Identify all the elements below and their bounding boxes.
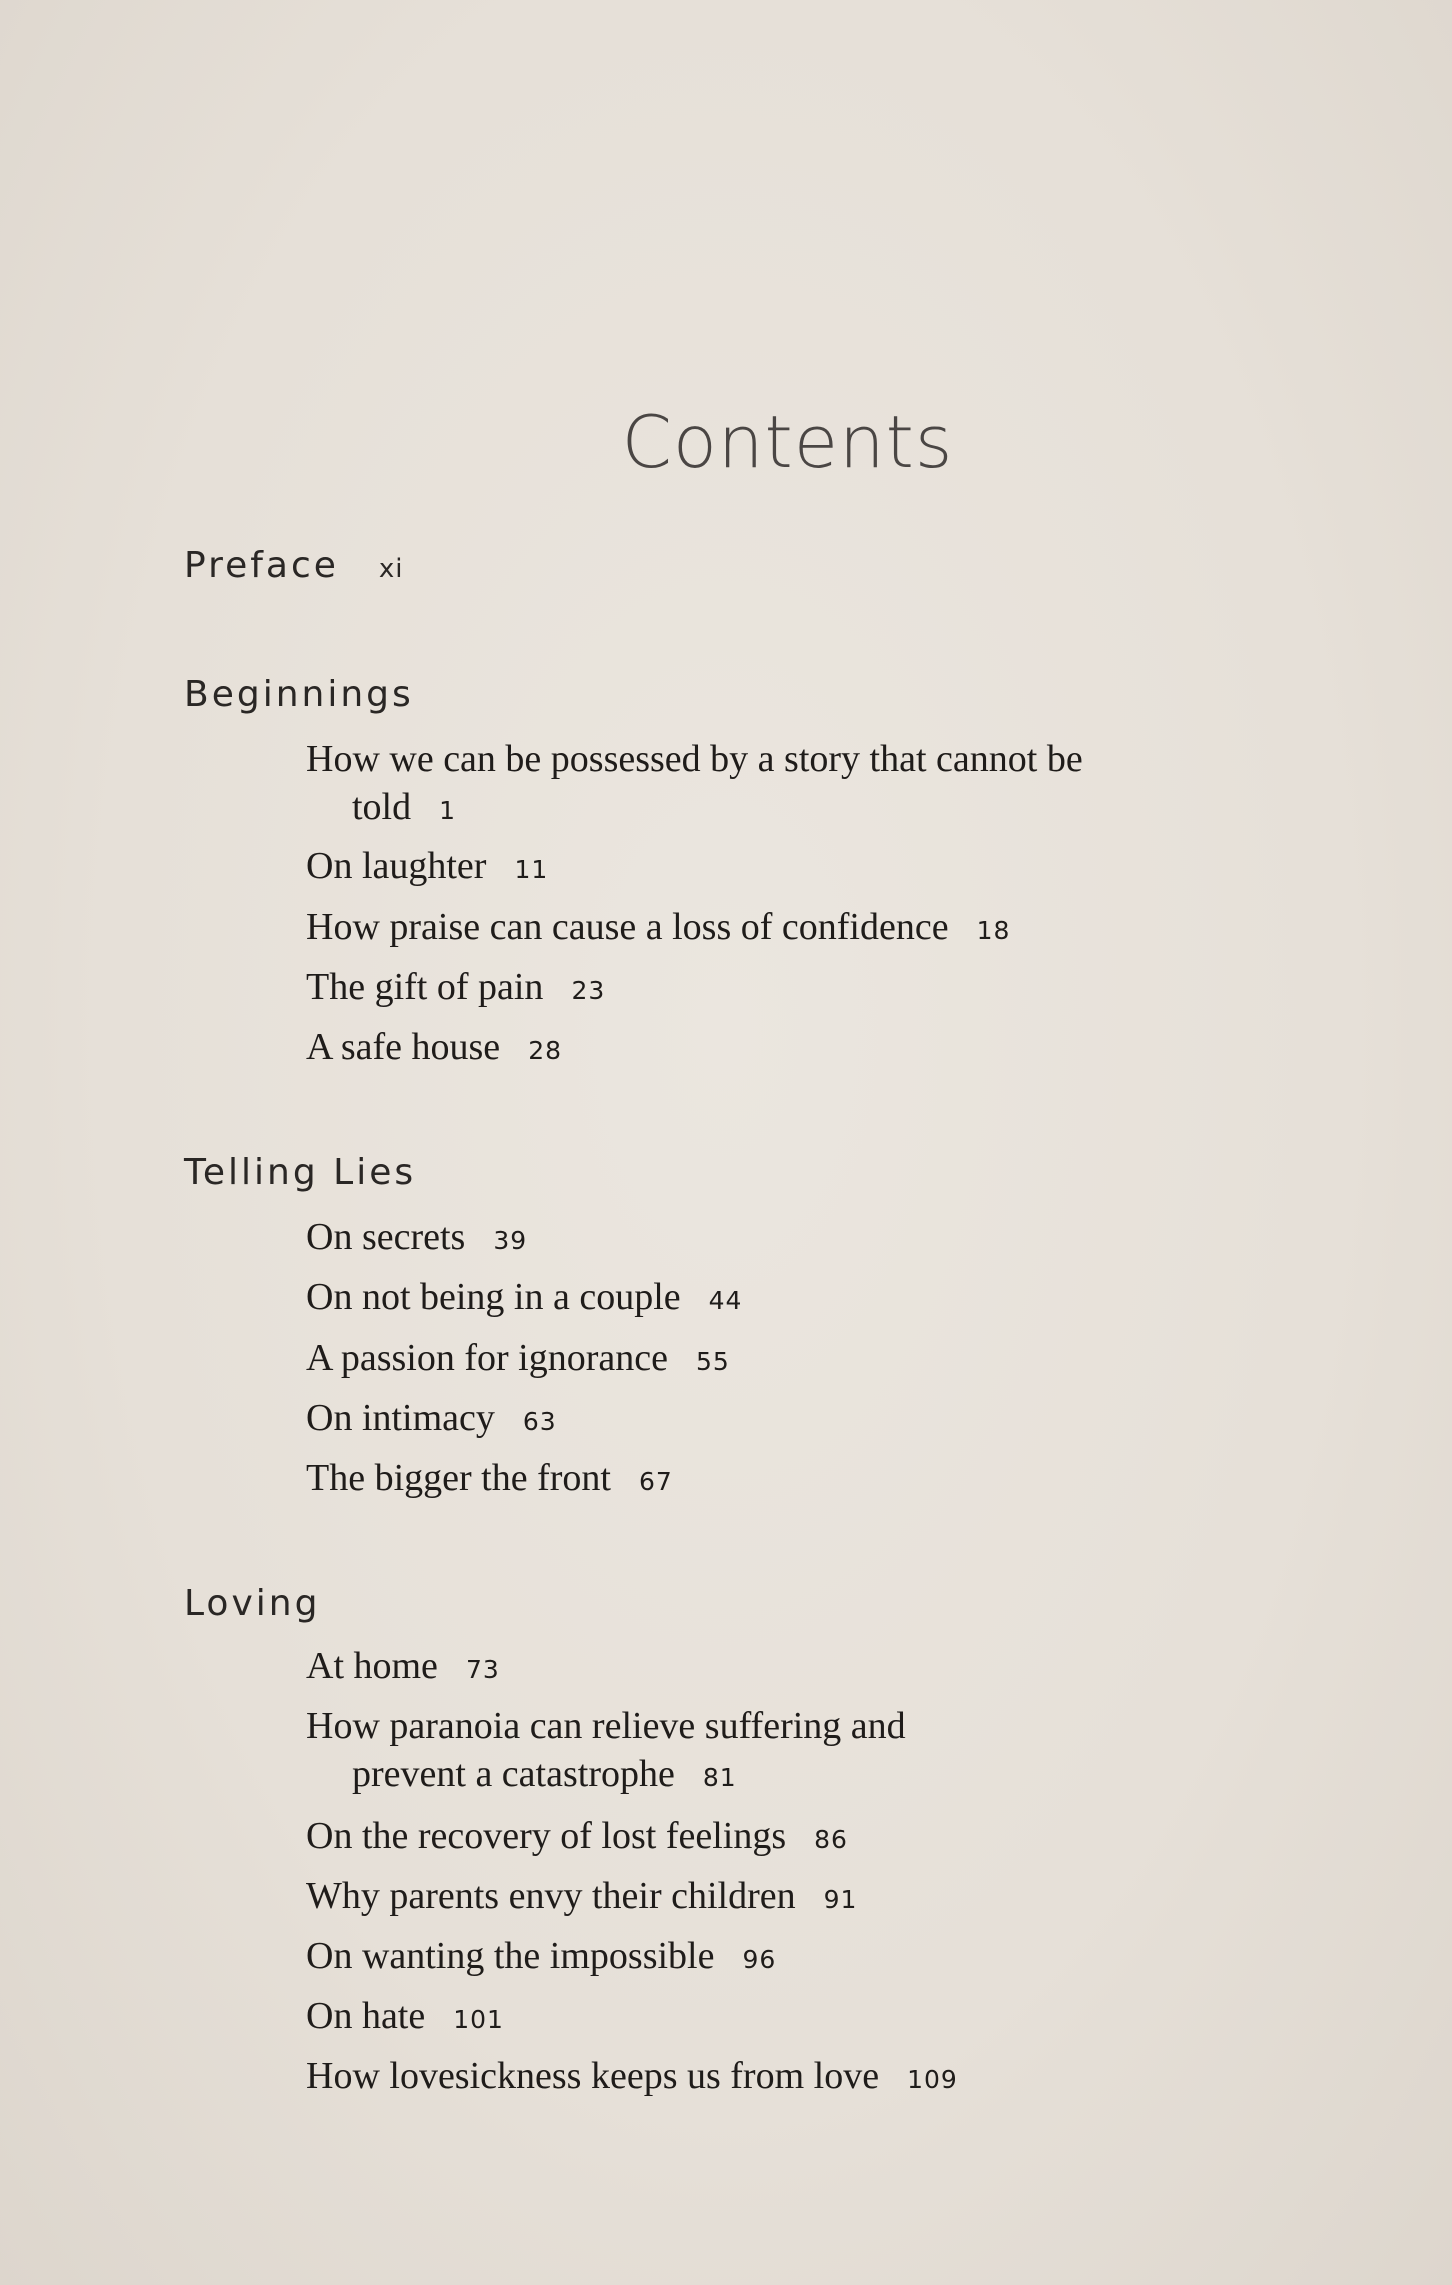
toc-entry-page-number: 73 <box>465 1655 500 1684</box>
toc-entry-page-number: 81 <box>702 1763 737 1792</box>
section-heading-telling-lies: Telling Lies <box>184 1152 417 1193</box>
toc-entry-title: The bigger the front <box>306 1457 611 1499</box>
toc-entry <box>306 1702 1286 1802</box>
section-heading-beginnings: Beginnings <box>184 674 414 715</box>
toc-entry-page-number: 18 <box>976 916 1011 945</box>
toc-entry-page-number: 44 <box>708 1286 743 1315</box>
toc-entry-page-number: 63 <box>522 1407 557 1436</box>
toc-entry-page-number: 86 <box>814 1825 848 1854</box>
toc-entry <box>306 963 1286 1015</box>
toc-entry-title: Why parents envy their children <box>306 1875 796 1917</box>
toc-entry-title: A safe house <box>306 1026 501 1068</box>
toc-entry-page-number: 91 <box>823 1885 858 1914</box>
toc-entry-title-line2: told <box>352 786 412 828</box>
toc-entry <box>306 903 1286 955</box>
toc-entry-page-number: 23 <box>571 976 606 1005</box>
page-title: Contents <box>621 400 954 484</box>
toc-entry <box>306 1642 1286 1694</box>
preface-heading <box>184 545 404 586</box>
section-heading-loving: Loving <box>184 1583 321 1624</box>
toc-entry <box>306 735 1286 835</box>
toc-entry <box>306 1394 1286 1446</box>
toc-entry-title-line1: How paranoia can relieve suffering and <box>306 1705 906 1747</box>
toc-entry-title: The gift of pain <box>306 966 544 1008</box>
toc-entry <box>306 1023 1286 1075</box>
toc-entry <box>306 1213 1286 1265</box>
toc-entry-title: On wanting the impossible <box>306 1935 715 1977</box>
toc-entry-page-number: 1 <box>439 796 457 825</box>
toc-entry-title-line1: How we can be possessed by a story that cannot be <box>306 738 1083 780</box>
toc-entry-title: On hate <box>306 1995 426 2037</box>
toc-entry-page-number: 11 <box>514 855 549 884</box>
toc-entry-title: How praise can cause a loss of confidence <box>306 906 949 948</box>
toc-entry <box>306 2052 1286 2104</box>
toc-entry-title: A passion for ignorance <box>306 1337 668 1379</box>
toc-entry-title: On not being in a couple <box>306 1276 681 1318</box>
toc-entry-page-number: 67 <box>638 1467 673 1496</box>
toc-entry <box>306 1992 1286 2044</box>
toc-entry <box>306 1334 1286 1386</box>
toc-entry-title: At home <box>306 1645 438 1687</box>
toc-entry-page-number: 96 <box>742 1945 777 1974</box>
toc-entry <box>306 842 1286 894</box>
preface-page-number: xi <box>378 554 404 584</box>
toc-entry <box>306 1454 1286 1506</box>
toc-entry-page-number: 55 <box>695 1347 730 1376</box>
toc-entry <box>306 1932 1286 1984</box>
toc-entry-title: How lovesickness keeps us from love <box>306 2055 880 2097</box>
toc-entry-page-number: 101 <box>453 2005 504 2034</box>
preface-label: Preface <box>184 545 339 586</box>
toc-entry-title-line2: prevent a catastrophe <box>352 1753 675 1795</box>
toc-entry <box>306 1273 1286 1325</box>
toc-entry <box>306 1812 1286 1864</box>
toc-entry-title: On intimacy <box>306 1397 495 1439</box>
toc-entry-title: On laughter <box>306 845 487 887</box>
toc-entry-page-number: 28 <box>528 1036 562 1065</box>
toc-entry-page-number: 39 <box>493 1226 528 1255</box>
toc-entry-title: On secrets <box>306 1216 466 1258</box>
toc-entry-page-number: 109 <box>907 2065 958 2094</box>
toc-entry-title: On the recovery of lost feelings <box>306 1815 787 1857</box>
toc-entry <box>306 1872 1286 1924</box>
